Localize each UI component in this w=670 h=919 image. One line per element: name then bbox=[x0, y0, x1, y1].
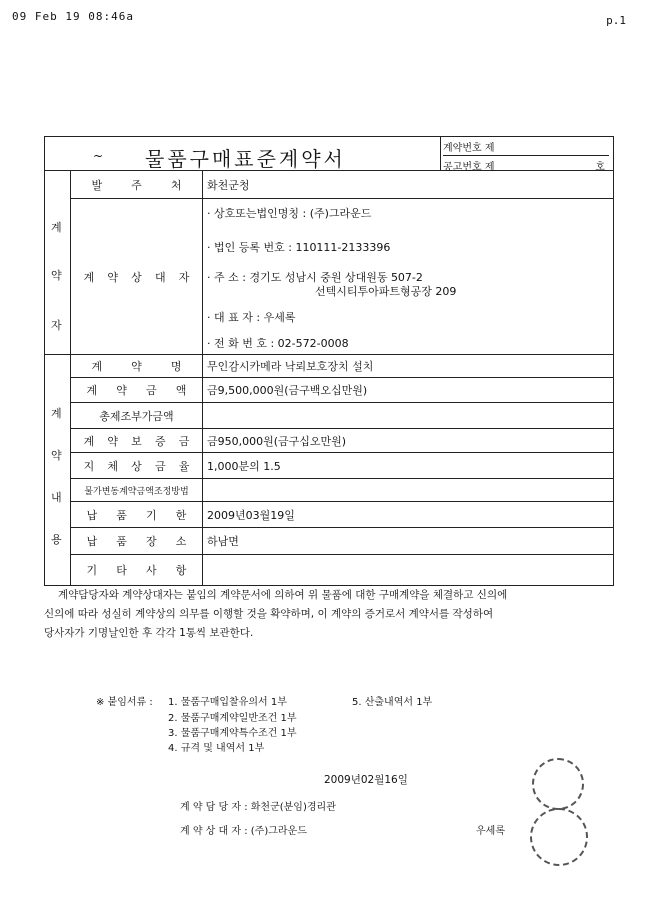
attachments-heading: ※ 붙임서류 : bbox=[96, 697, 153, 708]
row-price-adjust bbox=[71, 479, 613, 502]
penalty-rate-value: 1,000분의 1.5 bbox=[207, 459, 281, 473]
party-phone: · 전 화 번 호 : 02-572-0008 bbox=[207, 337, 349, 350]
fax-header: 09 Feb 19 08:46a bbox=[12, 10, 134, 23]
delivery-place-value: 하남면 bbox=[207, 535, 239, 548]
section-char: 자 bbox=[51, 319, 62, 332]
party-sign-label: 계 약 상 대 자 : bbox=[180, 826, 248, 837]
row-label: 총제조부가금액 bbox=[71, 403, 203, 428]
label-char: 대 bbox=[154, 270, 166, 284]
attachment-item: 2. 물품구매계약일반조건 1부 bbox=[168, 713, 297, 724]
label-char: 상 bbox=[131, 270, 142, 284]
row-label: 납 품 장 소 bbox=[71, 528, 203, 554]
section-char: 약 bbox=[51, 269, 62, 282]
declaration-line: 당사자가 기명날인한 후 각각 1통씩 보관한다. bbox=[44, 627, 254, 639]
section-contents bbox=[45, 355, 71, 585]
party-sign-value: (주)그라운드 bbox=[250, 826, 307, 837]
row-label: 납 품 기 한 bbox=[71, 502, 203, 527]
client-value: 화천군청 bbox=[207, 178, 250, 192]
party-ceo: · 대 표 자 : 우세록 bbox=[207, 311, 296, 324]
row-total-amount bbox=[71, 403, 613, 429]
attachment-item-5: 5. 산출내역서 1부 bbox=[352, 697, 433, 708]
deposit-value: 금950,000원(금구십오만원) bbox=[207, 434, 347, 448]
section-char: 계 bbox=[51, 221, 62, 234]
notice-no-label: 공고번호 제 bbox=[443, 162, 495, 173]
declaration-line: 계약담당자와 계약상대자는 붙임의 계약문서에 의하여 위 물품에 대한 구매계약을 체결하고 신의에 bbox=[58, 589, 508, 601]
label-char: 계 bbox=[83, 270, 95, 284]
attachment-item: 3. 물품구매계약특수조건 1부 bbox=[168, 728, 297, 739]
title-mark: ~ bbox=[93, 149, 104, 163]
party-name: · 상호또는법인명칭 : (주)그라운드 bbox=[207, 207, 372, 220]
row-party bbox=[71, 199, 613, 355]
label-char: 자 bbox=[178, 270, 190, 284]
section-char: 계 bbox=[51, 407, 62, 420]
row-label: 계 약 금 액 bbox=[71, 378, 203, 402]
party-sign-row bbox=[180, 822, 307, 837]
attachment-item: 4. 규격 및 내역서 1부 bbox=[168, 743, 265, 754]
officer-row bbox=[180, 798, 336, 813]
row-label: 지 체 상 금 율 bbox=[71, 453, 203, 478]
officer-label: 계 약 담 당 자 : bbox=[180, 802, 248, 813]
contract-form bbox=[44, 136, 614, 586]
label-char: 주 bbox=[131, 178, 142, 192]
client-label bbox=[71, 171, 203, 198]
row-delivery-place bbox=[71, 528, 613, 555]
section-contractor bbox=[45, 171, 71, 355]
page-number: p.1 bbox=[606, 14, 626, 27]
party-label bbox=[71, 199, 203, 354]
seal-stamp-icon bbox=[530, 808, 588, 866]
row-label: 계 약 명 bbox=[71, 355, 203, 377]
label-char: 약 bbox=[107, 270, 119, 284]
row-label: 기 타 사 항 bbox=[71, 555, 203, 585]
stamp-name: 우세록 bbox=[476, 826, 505, 837]
row-contract-amount bbox=[71, 378, 613, 403]
page-title: 물품구매표준계약서 bbox=[145, 147, 346, 171]
signature-date: 2009년02월16일 bbox=[324, 774, 408, 786]
title-row bbox=[45, 137, 441, 171]
officer-value: 화천군(분임)경리관 bbox=[250, 802, 336, 813]
contract-amount-value: 금9,500,000원(금구백오십만원) bbox=[207, 384, 368, 397]
row-client bbox=[71, 171, 613, 199]
row-delivery-date bbox=[71, 502, 613, 528]
contract-name-value: 무인감시카메라 낙뢰보호장치 설치 bbox=[207, 360, 374, 373]
attachment-item: 1. 물품구매입찰유의서 1부 bbox=[168, 697, 287, 708]
label-char: 발 bbox=[91, 178, 103, 192]
section-char: 내 bbox=[51, 491, 62, 504]
declaration-line: 신의에 따라 성실히 계약상의 의무를 이행할 것을 확약하며, 이 계약의 증거로서 계약서를 작성하여 bbox=[44, 608, 494, 620]
section-char: 약 bbox=[51, 449, 62, 462]
seal-stamp-icon bbox=[532, 758, 584, 810]
party-reg-no: · 법인 등록 번호 : 110111-2133396 bbox=[207, 241, 391, 254]
party-address-2: 선텍시티투아파트형공장 209 bbox=[315, 285, 457, 298]
contract-number-box bbox=[441, 137, 613, 171]
notice-no-suffix: 호 bbox=[595, 162, 605, 173]
section-char: 용 bbox=[51, 533, 62, 546]
row-contract-name bbox=[71, 355, 613, 378]
row-label: 물가변동계약금액조정방법 bbox=[71, 479, 203, 501]
label-char: 처 bbox=[170, 178, 182, 192]
contract-no-label: 계약번호 제 bbox=[443, 143, 495, 154]
row-deposit bbox=[71, 429, 613, 453]
delivery-date-value: 2009년03월19일 bbox=[207, 508, 295, 522]
party-address: · 주 소 : 경기도 성남시 중원 상대원동 507-2 bbox=[207, 271, 423, 284]
row-label: 계 약 보 증 금 bbox=[71, 429, 203, 452]
row-other bbox=[71, 555, 613, 585]
row-penalty-rate bbox=[71, 453, 613, 479]
